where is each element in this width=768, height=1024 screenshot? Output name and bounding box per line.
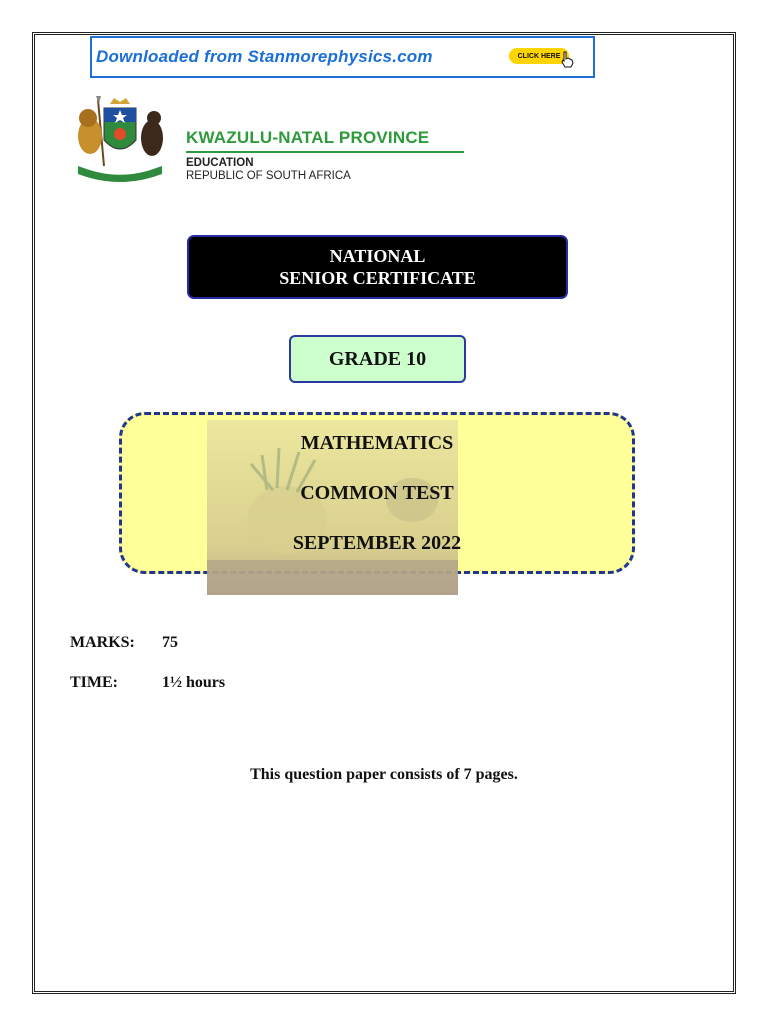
test-date: SEPTEMBER 2022 (292, 532, 462, 554)
grade-box (289, 335, 466, 383)
page-count-note: This question paper consists of 7 pages. (250, 766, 518, 783)
pointer-hand-icon (559, 50, 575, 68)
grade-label: GRADE 10 (328, 347, 427, 370)
province-header (186, 128, 464, 183)
subject-title-block (119, 412, 635, 568)
certificate-box (187, 235, 568, 299)
certificate-line-2: SENIOR CERTIFICATE (279, 268, 476, 288)
certificate-line-1: NATIONAL (329, 246, 426, 266)
download-banner[interactable] (90, 36, 595, 78)
marks-label: MARKS: (70, 634, 135, 651)
coat-of-arms-logo (68, 96, 172, 188)
marks-row (70, 634, 178, 652)
department-name: EDUCATION (186, 157, 254, 169)
click-here-button[interactable]: CLICK HERE (509, 48, 569, 64)
province-name: KWAZULU-NATAL PROVINCE (186, 128, 430, 147)
country-name: REPUBLIC OF SOUTH AFRICA (186, 170, 351, 182)
banner-text[interactable]: Downloaded from Stanmorephysics.com (96, 47, 433, 66)
time-row (70, 674, 225, 692)
time-value: 1½ hours (162, 674, 226, 691)
province-divider (186, 151, 464, 153)
test-name: COMMON TEST (300, 482, 454, 504)
marks-value: 75 (162, 634, 178, 651)
subject-name: MATHEMATICS (300, 432, 454, 454)
time-label: TIME: (70, 674, 118, 691)
